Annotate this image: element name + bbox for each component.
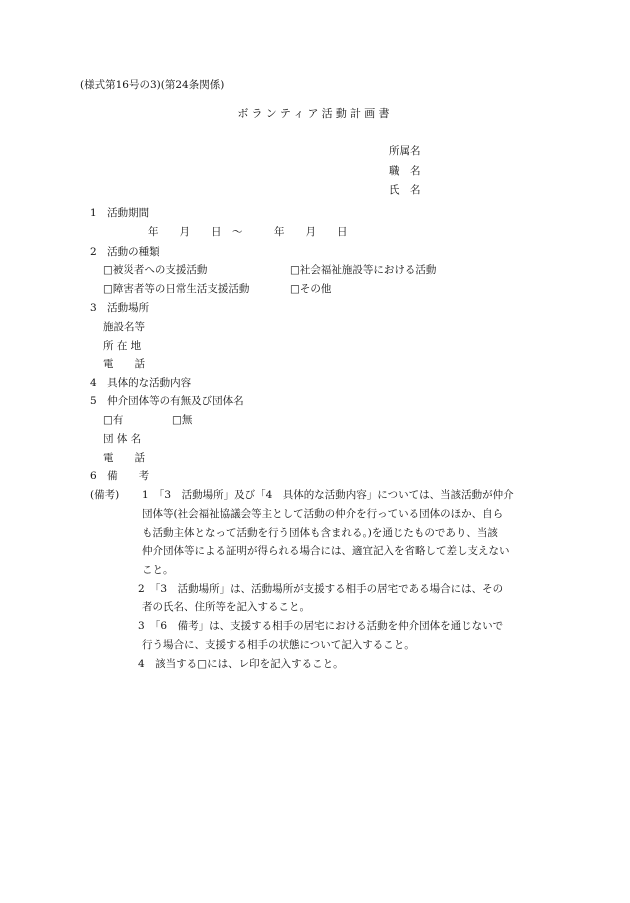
org-name-label: 団 体 名 [103, 433, 142, 445]
section-period-heading: 1 活動期間 [90, 207, 150, 219]
org-option-yes[interactable]: □有 [103, 414, 124, 426]
note-line: こと。 [142, 564, 174, 576]
note-line: 2 「3 活動場所」は、活動場所が支援する相手の居宅である場合には、その [138, 583, 504, 595]
note-line: 者の氏名、住所等を記入すること。 [142, 601, 310, 613]
note-line: 団体等(社会福祉協議会等主として活動の仲介を行っている団体のほか、自ら [142, 508, 504, 520]
org-phone-label: 電 話 [103, 452, 145, 464]
document-title: ボランティア活動計画書 [237, 107, 393, 120]
position-label: 職 名 [389, 165, 421, 177]
org-option-no[interactable]: □無 [172, 414, 193, 426]
place-address-label: 所 在 地 [103, 340, 142, 352]
affiliation-label: 所属名 [389, 145, 421, 157]
note-line: 4 該当する□には、レ印を記入すること。 [138, 658, 344, 670]
form-reference: (様式第16号の3)(第24条関係) [80, 79, 225, 91]
section-type-heading: 2 活動の種類 [90, 246, 160, 258]
section-content-heading: 4 具体的な活動内容 [90, 377, 192, 389]
place-phone-label: 電 話 [103, 358, 145, 370]
place-facility-label: 施設名等 [103, 321, 145, 333]
section-place-heading: 3 活動場所 [90, 302, 150, 314]
note-line: 3 「6 備考」は、支援する相手の居宅における活動を仲介団体を通じないで [138, 620, 504, 632]
note-line: 1 「3 活動場所」及び「4 具体的な活動内容」については、当該活動が仲介 [142, 489, 514, 501]
period-date-line: 年 月 日 〜 年 月 日 [148, 226, 348, 238]
notes-label: (備考) [90, 489, 120, 501]
type-option-welfare-facility[interactable]: □社会福祉施設等における活動 [290, 264, 437, 276]
section-remarks-heading: 6 備 考 [90, 470, 150, 482]
type-option-disaster-support[interactable]: □被災者への支援活動 [103, 264, 208, 276]
type-option-daily-life-support[interactable]: □障害者等の日常生活支援活動 [103, 283, 250, 295]
section-org-heading: 5 仲介団体等の有無及び団体名 [90, 395, 244, 407]
note-line: も活動主体となって活動を行う団体も含まれる。)を通じたものであり、当該 [142, 527, 498, 539]
note-line: 仲介団体等による証明が得られる場合には、適宜記入を省略して差し支えない [142, 545, 510, 557]
type-option-other[interactable]: □その他 [290, 283, 332, 295]
note-line: 行う場合に、支援する相手の状態について記入すること。 [142, 639, 415, 651]
name-label: 氏 名 [389, 184, 421, 196]
